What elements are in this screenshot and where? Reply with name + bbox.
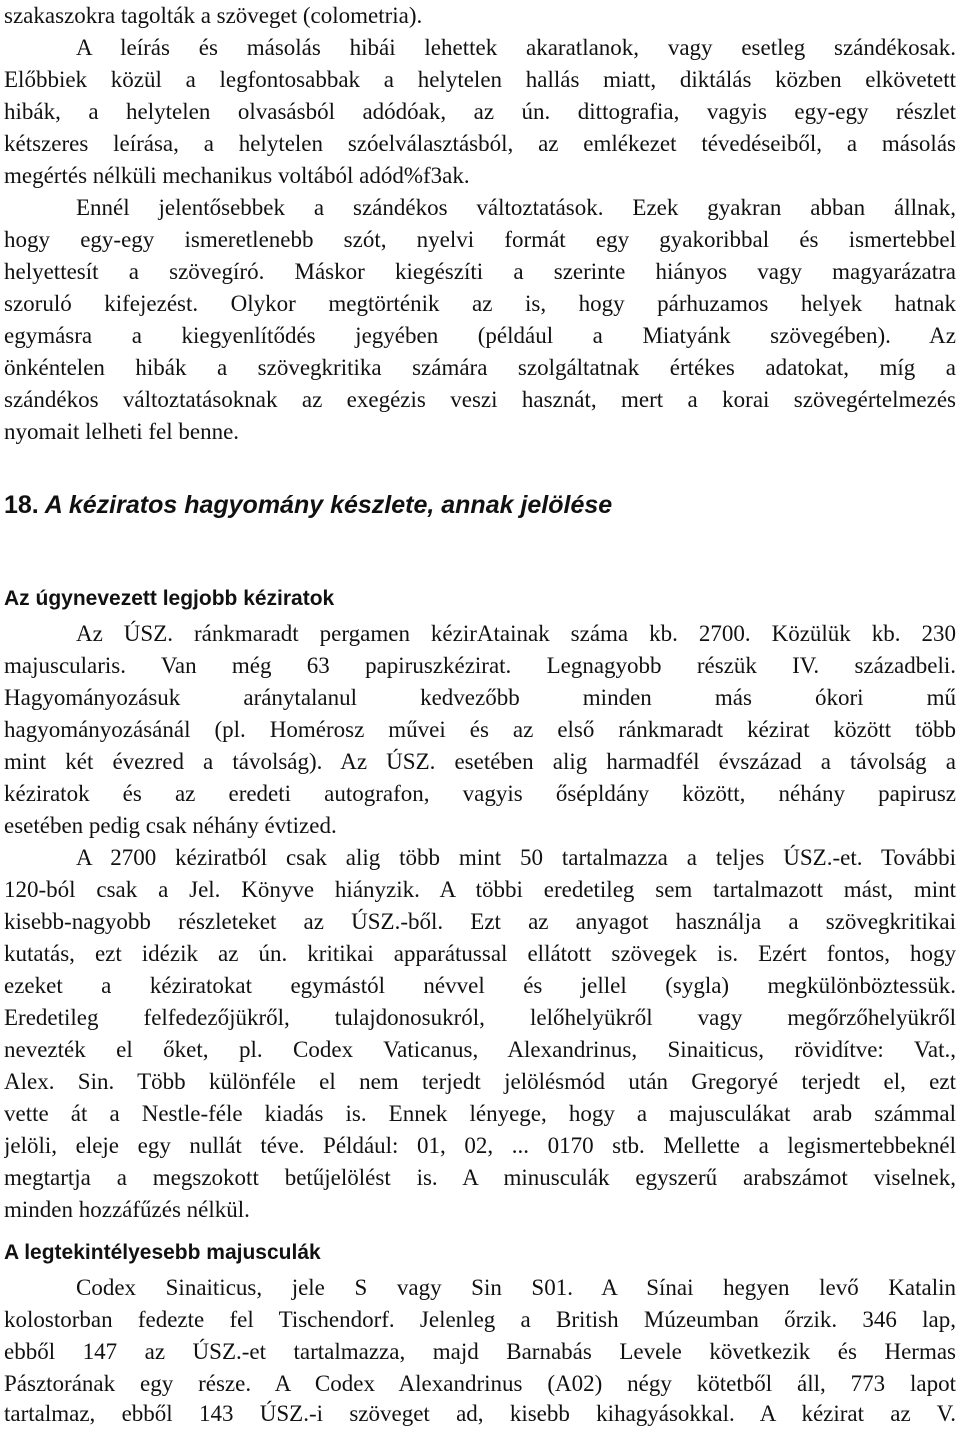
text-line: jelöli, eleje egy nullát téve. Például: 01, 02, ... 0170 stb. Mellette a legismertebbeknél	[4, 1133, 956, 1158]
section-title: A kéziratos hagyomány készlete, annak jelölése	[44, 491, 613, 519]
text-line: majuscularis. Van még 63 papiruszkézirat. Legnagyobb részük IV. századbeli.	[4, 653, 956, 678]
text-line: A 2700 kéziratból csak alig több mint 50 tartalmazza a teljes ÚSZ.-et. További	[76, 845, 956, 870]
text-line: megtartja a megszokott betűjelölést is. A minusculák egyszerű arabszámot viselnek,	[4, 1165, 956, 1190]
text-line: Pásztorának egy része. A Codex Alexandrinus (A02) négy kötetből áll, 773 lapot	[4, 1371, 956, 1396]
text-line: minden hozzáfűzés nélkül.	[4, 1197, 250, 1222]
text-line: ebből 147 az ÚSZ.-et tartalmazza, majd Barnabás Levele következik és Hermas	[4, 1339, 956, 1364]
text-line: Alex. Sin. Több különféle el nem terjedt jelölésmód után Gregoryé terjedt el, ezt	[4, 1069, 956, 1094]
text-line: szándékos változtatásoknak az exegézis veszi hasznát, mert a korai szövegértelmezés	[4, 387, 956, 412]
text-line: helyettesít a szövegíró. Máskor kiegészíti a szerinte hiányos vagy magyarázatra	[4, 259, 956, 284]
text-line: nyomait lelheti fel benne.	[4, 419, 240, 444]
text-line: 120-ból csak a Jel. Könyve hiányzik. A többi eredetileg sem tartalmazott mást, mint	[4, 877, 956, 902]
text-line: mint két évezred a távolság). Az ÚSZ. esetében alig harmadfél évszázad a távolság a	[4, 749, 956, 774]
text-line: Előbbiek közül a legfontosabbak a helytelen hallás miatt, diktálás közben elkövetett	[4, 67, 956, 92]
text-line: szakaszokra tagolták a szöveget (colometria).	[4, 3, 423, 28]
text-line: önkéntelen hibák a szövegkritika számára szolgáltatnak értékes adatokat, míg a	[4, 355, 956, 380]
text-line: kolostorban fedezte fel Tischendorf. Jelenleg a British Múzeumban őrzik. 346 lap,	[4, 1307, 956, 1332]
text-line: ezeket a kéziratokat egymástól névvel és jellel (sygla) megkülönböztessük.	[4, 973, 956, 998]
text-line: Codex Sinaiticus, jele S vagy Sin S01. A Sínai hegyen levő Katalin	[76, 1275, 956, 1300]
text-line: hagyományozásánál (pl. Homérosz művei és az első ránkmaradt kézirat között több	[4, 717, 956, 742]
text-line: vette át a Nestle-féle kiadás is. Ennek lényege, hogy a majusculákat arab számmal	[4, 1101, 956, 1126]
text-line: szoruló kifejezést. Olykor megtörténik az is, hogy párhuzamos helyek hatnak	[4, 291, 956, 316]
text-line: kéziratok és az eredeti autografon, vagyis ősépldány között, néhány papirusz	[4, 781, 956, 806]
section-heading	[4, 488, 612, 522]
text-line: esetében pedig csak néhány évtized.	[4, 813, 337, 838]
text-line: hibák, a helytelen olvasásból adódóak, az ún. dittografia, vagyis egy-egy részlet	[4, 99, 956, 124]
text-line: Az ÚSZ. ránkmaradt pergamen kézirAtainak száma kb. 2700. Közülük kb. 230	[76, 621, 956, 646]
subsection-heading: Az úgynevezett legjobb kéziratok	[4, 587, 335, 610]
text-line: Hagyományozásuk aránytalanul kedvezőbb minden más ókori mű	[4, 685, 956, 710]
text-line: megértés nélküli mechanikus voltából adód%f3ak.	[4, 163, 470, 188]
text-line: hogy egy-egy ismeretlenebb szót, nyelvi formát egy gyakoribbal és ismertebbel	[4, 227, 956, 252]
text-line: kisebb-nagyobb részleteket az ÚSZ.-ből. Ezt az anyagot használja a szövegkritikai	[4, 909, 956, 934]
text-line: A leírás és másolás hibái lehettek akaratlanok, vagy esetleg szándékosak.	[76, 35, 956, 60]
text-line: tartalmaz, ebből 143 ÚSZ.-i szöveget ad, kisebb kihagyásokkal. A kézirat az V.	[4, 1401, 956, 1426]
section-number: 18.	[4, 491, 39, 519]
subsection-heading: A legtekintélyesebb majusculák	[4, 1241, 321, 1264]
text-line: egymásra a kiegyenlítődés jegyében (például a Miatyánk szövegében). Az	[4, 323, 956, 348]
text-line: Ennél jelentősebbek a szándékos változtatások. Ezek gyakran abban állnak,	[76, 195, 956, 220]
text-line: kutatás, ezt idézik az ún. kritikai apparátussal ellátott szövegek is. Ezért fontos, hogy	[4, 941, 956, 966]
text-line: Eredetileg felfedezőjükről, tulajdonosukról, lelőhelyükről vagy megőrzőhelyükről	[4, 1005, 956, 1030]
text-line: kétszeres leírása, a helytelen szóelválasztásból, az emlékezet tévedéseiből, a másolás	[4, 131, 956, 156]
text-line: nevezték el őket, pl. Codex Vaticanus, Alexandrinus, Sinaiticus, rövidítve: Vat.,	[4, 1037, 956, 1062]
